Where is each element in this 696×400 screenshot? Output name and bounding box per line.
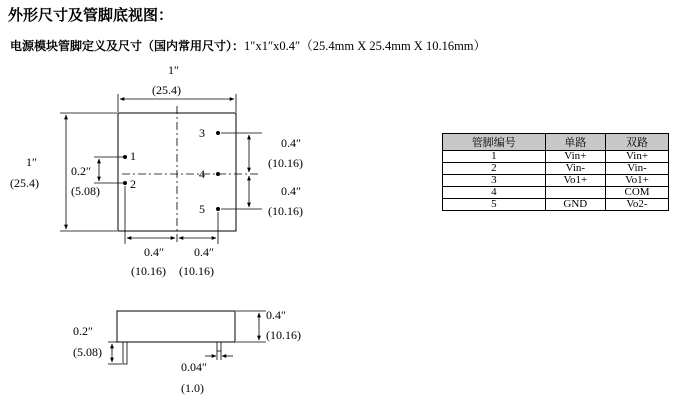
table-cell: Vo1+ [545, 175, 605, 187]
bottom-right-mm-label: (10.16) [179, 264, 214, 278]
table-cell: COM [606, 187, 669, 199]
page-title: 外形尺寸及管脚底视图： [8, 6, 174, 24]
left-spacing-mm-label: (5.08) [71, 184, 100, 198]
width-mm-label: (25.4) [152, 83, 181, 97]
table-row [443, 151, 669, 163]
right-upper-mm-label: (10.16) [268, 156, 303, 170]
right-lower-mm-label: (10.16) [268, 204, 303, 218]
pin-2 [123, 181, 127, 185]
table-cell: Vin- [606, 163, 669, 175]
width-in-label: 1″ [168, 63, 179, 77]
right-upper-in-label: 0.4″ [281, 136, 301, 150]
table-cell: 4 [443, 187, 546, 199]
table-cell: Vin- [545, 163, 605, 175]
height-in-label: 1″ [26, 155, 37, 169]
table-cell: 5 [443, 199, 546, 211]
pin-4-label: 4 [199, 167, 205, 181]
pin-2-label: 2 [130, 177, 136, 191]
subtitle-dims: 1″x1″x0.4″（25.4mm X 25.4mm X 10.16mm） [244, 39, 487, 53]
bottom-left-in-label: 0.4″ [144, 245, 164, 259]
bottom-right-in-label: 0.4″ [194, 245, 214, 259]
height-mm-label: (25.4) [10, 176, 39, 190]
header-pin-number: 管脚编号 [443, 134, 546, 151]
side-height-in-label: 0.4″ [266, 308, 286, 322]
table-cell [545, 187, 605, 199]
table-cell: Vin+ [606, 151, 669, 163]
side-pin-left [123, 342, 127, 364]
left-spacing-in-label: 0.2″ [71, 164, 91, 178]
side-height-mm-label: (10.16) [266, 328, 301, 342]
header-dual: 双路 [606, 134, 669, 151]
bottom-left-mm-label: (10.16) [131, 264, 166, 278]
pin-definition-table [442, 133, 669, 211]
subtitle-label: 电源模块管脚定义及尺寸（国内常用尺寸）： [10, 39, 245, 53]
pin-1 [123, 155, 127, 159]
pin-1-label: 1 [130, 149, 136, 163]
side-pin-mm-label: (5.08) [73, 345, 102, 359]
table-cell: GND [545, 199, 605, 211]
table-cell: 2 [443, 163, 546, 175]
pin-3 [216, 131, 220, 135]
table-row [443, 175, 669, 187]
table-cell: 1 [443, 151, 546, 163]
table-cell: Vo1+ [606, 175, 669, 187]
table-row [443, 163, 669, 175]
side-view-outline [117, 311, 235, 342]
table-row [443, 187, 669, 199]
pin-5-label: 5 [199, 202, 205, 216]
table-cell: Vin+ [545, 151, 605, 163]
pin-5 [216, 207, 220, 211]
table-cell: 3 [443, 175, 546, 187]
side-pin-right [217, 342, 221, 351]
pin-3-label: 3 [199, 126, 205, 140]
right-lower-in-label: 0.4″ [281, 184, 301, 198]
side-pin-in-label: 0.2″ [73, 324, 93, 338]
table-row [443, 199, 669, 211]
table-header-row [443, 134, 669, 151]
pin-dia-mm-label: (1.0) [181, 381, 204, 395]
pin-dia-in-label: 0.04″ [181, 360, 207, 374]
pin-4 [216, 172, 220, 176]
table-cell: Vo2- [606, 199, 669, 211]
header-single: 单路 [545, 134, 605, 151]
